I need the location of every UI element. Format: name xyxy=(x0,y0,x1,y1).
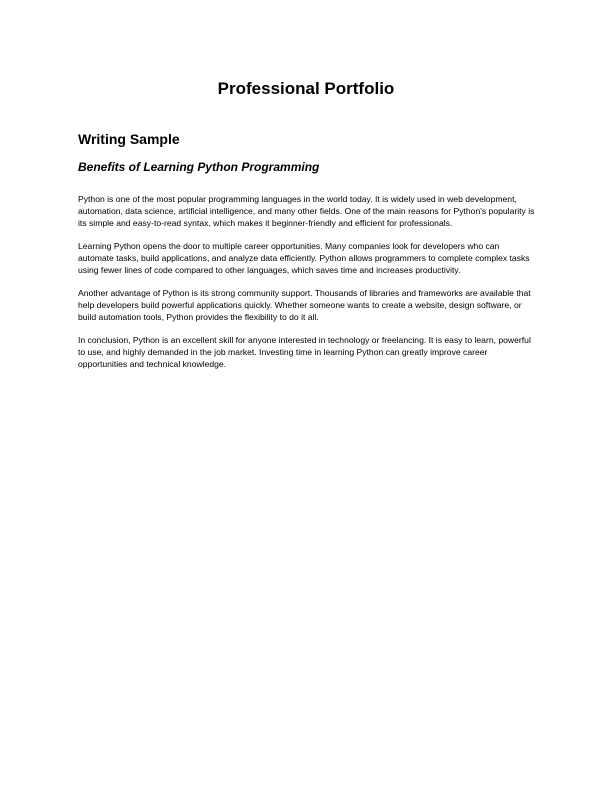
article-title: Benefits of Learning Python Programming xyxy=(78,160,320,174)
paragraph-careers: Learning Python opens the door to multiple career opportunities. Many companies look for developers who can automate tasks, build applications, and analyze data efficiently. Python allows programmers to complete complex tasks using fewer lines of code compared to other languages, which saves time and increases productivity. xyxy=(78,241,530,275)
page-title: Professional Portfolio xyxy=(217,79,395,98)
section-heading: Writing Sample xyxy=(78,131,180,147)
paragraph-intro: Python is one of the most popular programming languages in the world today. It is widely used in web development, automation, data science, artificial intelligence, and many other fields. One of the main reasons for Python's popularity is its simple and easy-to-read syntax, which makes it beginner-friendly and efficient for professionals. xyxy=(78,194,535,228)
article-body xyxy=(78,193,536,381)
paragraph-community: Another advantage of Python is its strong community support. Thousands of libraries and frameworks are available that help developers build powerful applications quickly. Whether someone wants to create a website, design software, or build automation tools, Python provides the flexibility to do it all. xyxy=(78,288,531,322)
paragraph-conclusion: In conclusion, Python is an excellent skill for anyone interested in technology or freelancing. It is easy to learn, powerful to use, and highly demanded in the job market. Investing time in learning Python can greatly improve career opportunities and technical knowledge. xyxy=(78,335,531,369)
